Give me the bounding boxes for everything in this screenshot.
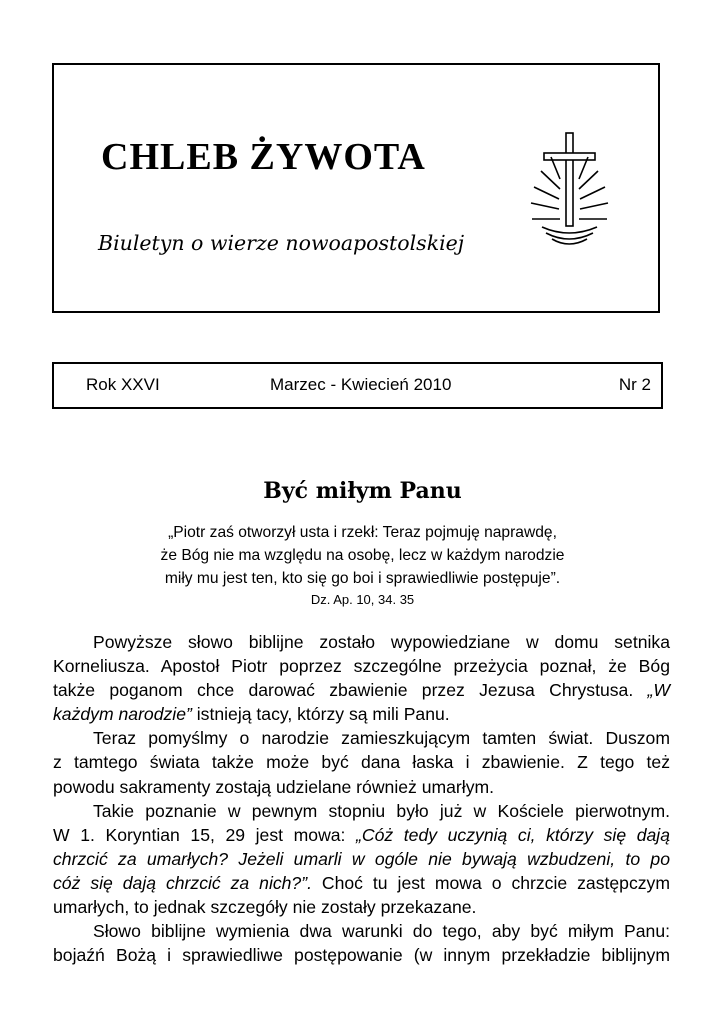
article-title: Być miłym Panu xyxy=(263,478,462,504)
quote-line: że Bóg nie ma względu na osobę, lecz w każdym narodzie xyxy=(160,547,565,564)
italic-quote-text: „Cóż tedy uczynią ci, którzy się dają xyxy=(356,824,670,845)
article-line xyxy=(53,630,670,654)
quote-line: „Piotr zaś otworzył usta i rzekł: Teraz pojmuję naprawdę, xyxy=(168,524,557,541)
article-line xyxy=(53,943,670,967)
masthead-subtitle: Biuletyn o wierze nowoapostolskiej xyxy=(98,231,465,255)
article-text: istnieją tacy, którzy są mili Panu. xyxy=(191,704,450,725)
issue-info-bar xyxy=(52,362,663,409)
italic-quote-text: „W xyxy=(647,680,670,701)
article-text: Choć tu jest mowa o chrzcie zastępczym xyxy=(311,872,670,893)
quote-line: miły mu jest ten, kto się go boi i sprawiedliwie postępuje”. xyxy=(164,570,561,587)
article-text: Słowo biblijne wymienia dwa warunki do tego, aby być miłym Panu: xyxy=(93,921,670,942)
issue-date: Marzec - Kwiecień 2010 xyxy=(270,375,452,394)
masthead-box xyxy=(52,63,660,313)
article-body xyxy=(53,630,670,967)
article-line xyxy=(53,847,670,871)
article-line xyxy=(53,654,670,678)
issue-number: Nr 2 xyxy=(618,375,651,394)
italic-quote-text: cóż się dają chrzcić za nich?”. xyxy=(53,872,312,893)
article-line xyxy=(53,775,670,799)
article-text: Korneliusza. Apostoł Piotr poprzez szczególne przeżycia poznał, że Bóg xyxy=(53,656,670,677)
bible-quote xyxy=(0,521,725,609)
article-text: bojaźń Bożą i sprawiedliwe postępowanie (w innym przekładzie biblijnym xyxy=(53,945,670,966)
article-line xyxy=(53,702,670,726)
cross-rising-sun-emblem xyxy=(524,127,614,251)
article-line xyxy=(53,726,670,750)
italic-quote-text: każdym narodzie” xyxy=(53,704,192,725)
article-text: z tamtego świata także może być dana łaska i zbawienie. Z tego też xyxy=(53,752,670,773)
article-line xyxy=(53,871,670,895)
quote-reference: Dz. Ap. 10, 34. 35 xyxy=(310,592,415,607)
article-text: Powyższe słowo biblijne zostało wypowiedziane w domu setnika xyxy=(93,632,670,652)
article-line xyxy=(53,823,670,847)
article-line xyxy=(53,919,670,943)
article-line xyxy=(53,678,670,702)
article-line xyxy=(53,799,670,823)
italic-quote-text: chrzcić za umarłych? Jeżeli umarli w ogóle nie bywają wzbudzeni, to po xyxy=(53,848,670,869)
article-line xyxy=(53,895,670,919)
article-line xyxy=(53,750,670,774)
article-text: W 1. Koryntian 15, 29 jest mowa: xyxy=(53,824,357,845)
issue-year: Rok XXVI xyxy=(86,375,160,394)
article-text: umarłych, to jednak szczegóły nie zostały przekazane. xyxy=(53,897,477,918)
article-text: Teraz pomyślmy o narodzie zamieszkującym tamten świat. Duszom xyxy=(93,728,670,749)
article-text: powodu sakramenty zostają udzielane również umarłym. xyxy=(53,776,495,797)
article-text: Takie poznanie w pewnym stopniu było już w Kościele pierwotnym. xyxy=(93,800,670,821)
article-text: także poganom chce darować zbawienie przez Jezusa Chrystusa. xyxy=(53,680,648,701)
masthead-title: CHLEB ŻYWOTA xyxy=(101,136,426,178)
